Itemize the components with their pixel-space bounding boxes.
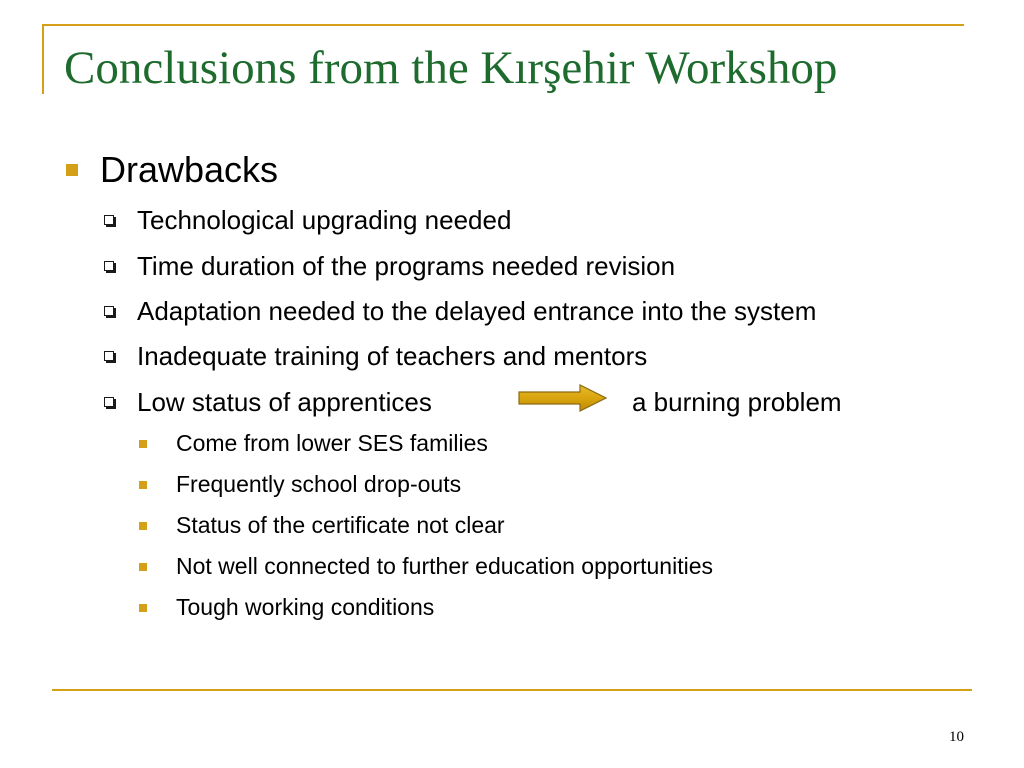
sub-item: Low status of apprentices	[137, 387, 432, 417]
sub-item: Time duration of the programs needed revision	[137, 251, 676, 281]
sub-sub-item: Frequently school drop-outs	[176, 471, 462, 497]
sub-sub-item: Not well connected to further education opportunities	[176, 553, 713, 579]
sub-item: Adaptation needed to the delayed entrance into the system	[137, 296, 817, 326]
page-number: 10	[949, 729, 964, 745]
bottom-rule	[52, 689, 972, 691]
sub-sub-item: Come from lower SES families	[176, 430, 488, 456]
small-square-bullet-icon	[139, 563, 147, 571]
hollow-square-bullet-icon	[104, 261, 114, 271]
hollow-square-bullet-icon	[104, 215, 114, 225]
small-square-bullet-icon	[139, 604, 147, 612]
small-square-bullet-icon	[139, 522, 147, 530]
small-square-bullet-icon	[139, 440, 147, 448]
square-bullet-icon	[66, 164, 78, 176]
right-arrow-icon	[518, 384, 608, 412]
hollow-square-bullet-icon	[104, 397, 114, 407]
hollow-square-bullet-icon	[104, 351, 114, 361]
sub-sub-item: Status of the certificate not clear	[176, 512, 505, 538]
heading-drawbacks: Drawbacks	[100, 149, 279, 190]
slide-title: Conclusions from the Kırşehir Workshop	[64, 42, 838, 94]
hollow-square-bullet-icon	[104, 306, 114, 316]
sub-item: Technological upgrading needed	[137, 205, 512, 235]
sub-sub-item: Tough working conditions	[176, 594, 435, 620]
arrow-target-text: a burning problem	[632, 387, 842, 417]
sub-item: Inadequate training of teachers and mentors	[137, 341, 648, 371]
small-square-bullet-icon	[139, 481, 147, 489]
